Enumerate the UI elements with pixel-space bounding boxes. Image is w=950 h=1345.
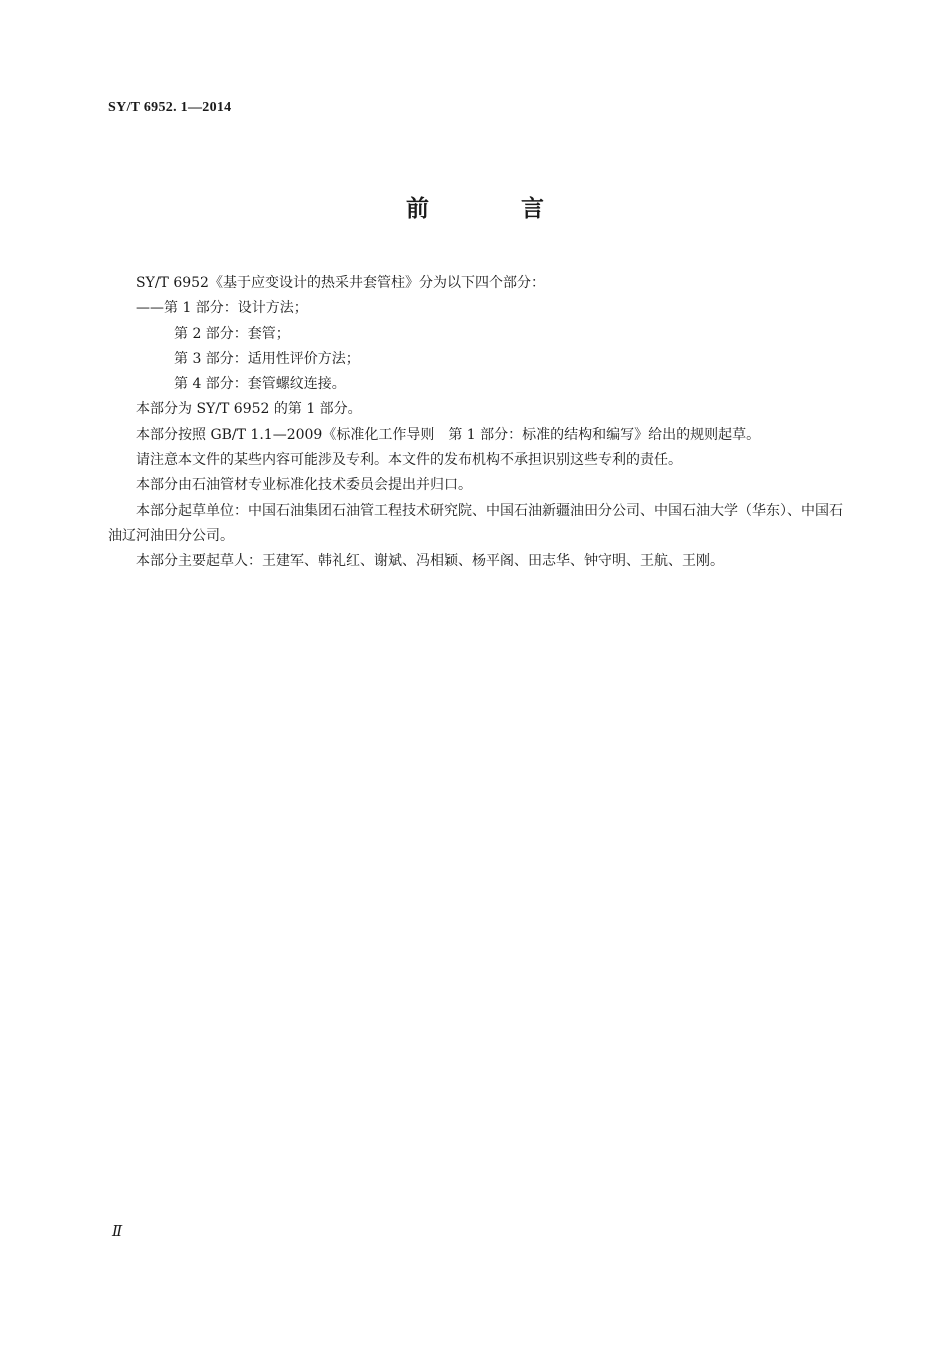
patent-notice-paragraph: 请注意本文件的某些内容可能涉及专利。本文件的发布机构不承担识别这些专利的责任。 — [136, 452, 682, 469]
drafting-units-paragraph: 本部分起草单位：中国石油集团石油管工程技术研究院、中国石油新疆油田分公司、中国石油大学（华东）、中国石油辽河油田分公司。 — [108, 502, 843, 544]
part-list-item-1: ——第 1 部分：设计方法； — [136, 300, 308, 317]
foreword-body — [108, 271, 843, 575]
standard-code-header: SY/T 6952. 1—2014 — [108, 100, 232, 115]
proposed-by-paragraph: 本部分由石油管材专业标准化技术委员会提出并归口。 — [136, 477, 472, 494]
page-title: 前 言 — [405, 196, 586, 222]
this-part-paragraph: 本部分为 SY/T 6952 的第 1 部分。 — [136, 401, 362, 418]
intro-paragraph: SY/T 6952《基于应变设计的热采井套管柱》分为以下四个部分： — [136, 275, 545, 291]
drafters-paragraph: 本部分主要起草人：王建军、韩礼红、谢斌、冯相颖、杨平阁、田志华、钟守明、王航、王刚。 — [136, 553, 724, 570]
part-list-item-3: 第 3 部分：适用性评价方法； — [174, 350, 360, 367]
part-list-item-2: 第 2 部分：套管； — [174, 325, 290, 342]
drafting-rules-paragraph: 本部分按照 GB/T 1.1—2009《标准化工作导则 第 1 部分：标准的结构和编写》给出的规则起草。 — [136, 426, 761, 443]
part-list-item-4: 第 4 部分：套管螺纹连接。 — [174, 376, 346, 393]
page-number: Ⅱ — [112, 1224, 123, 1240]
